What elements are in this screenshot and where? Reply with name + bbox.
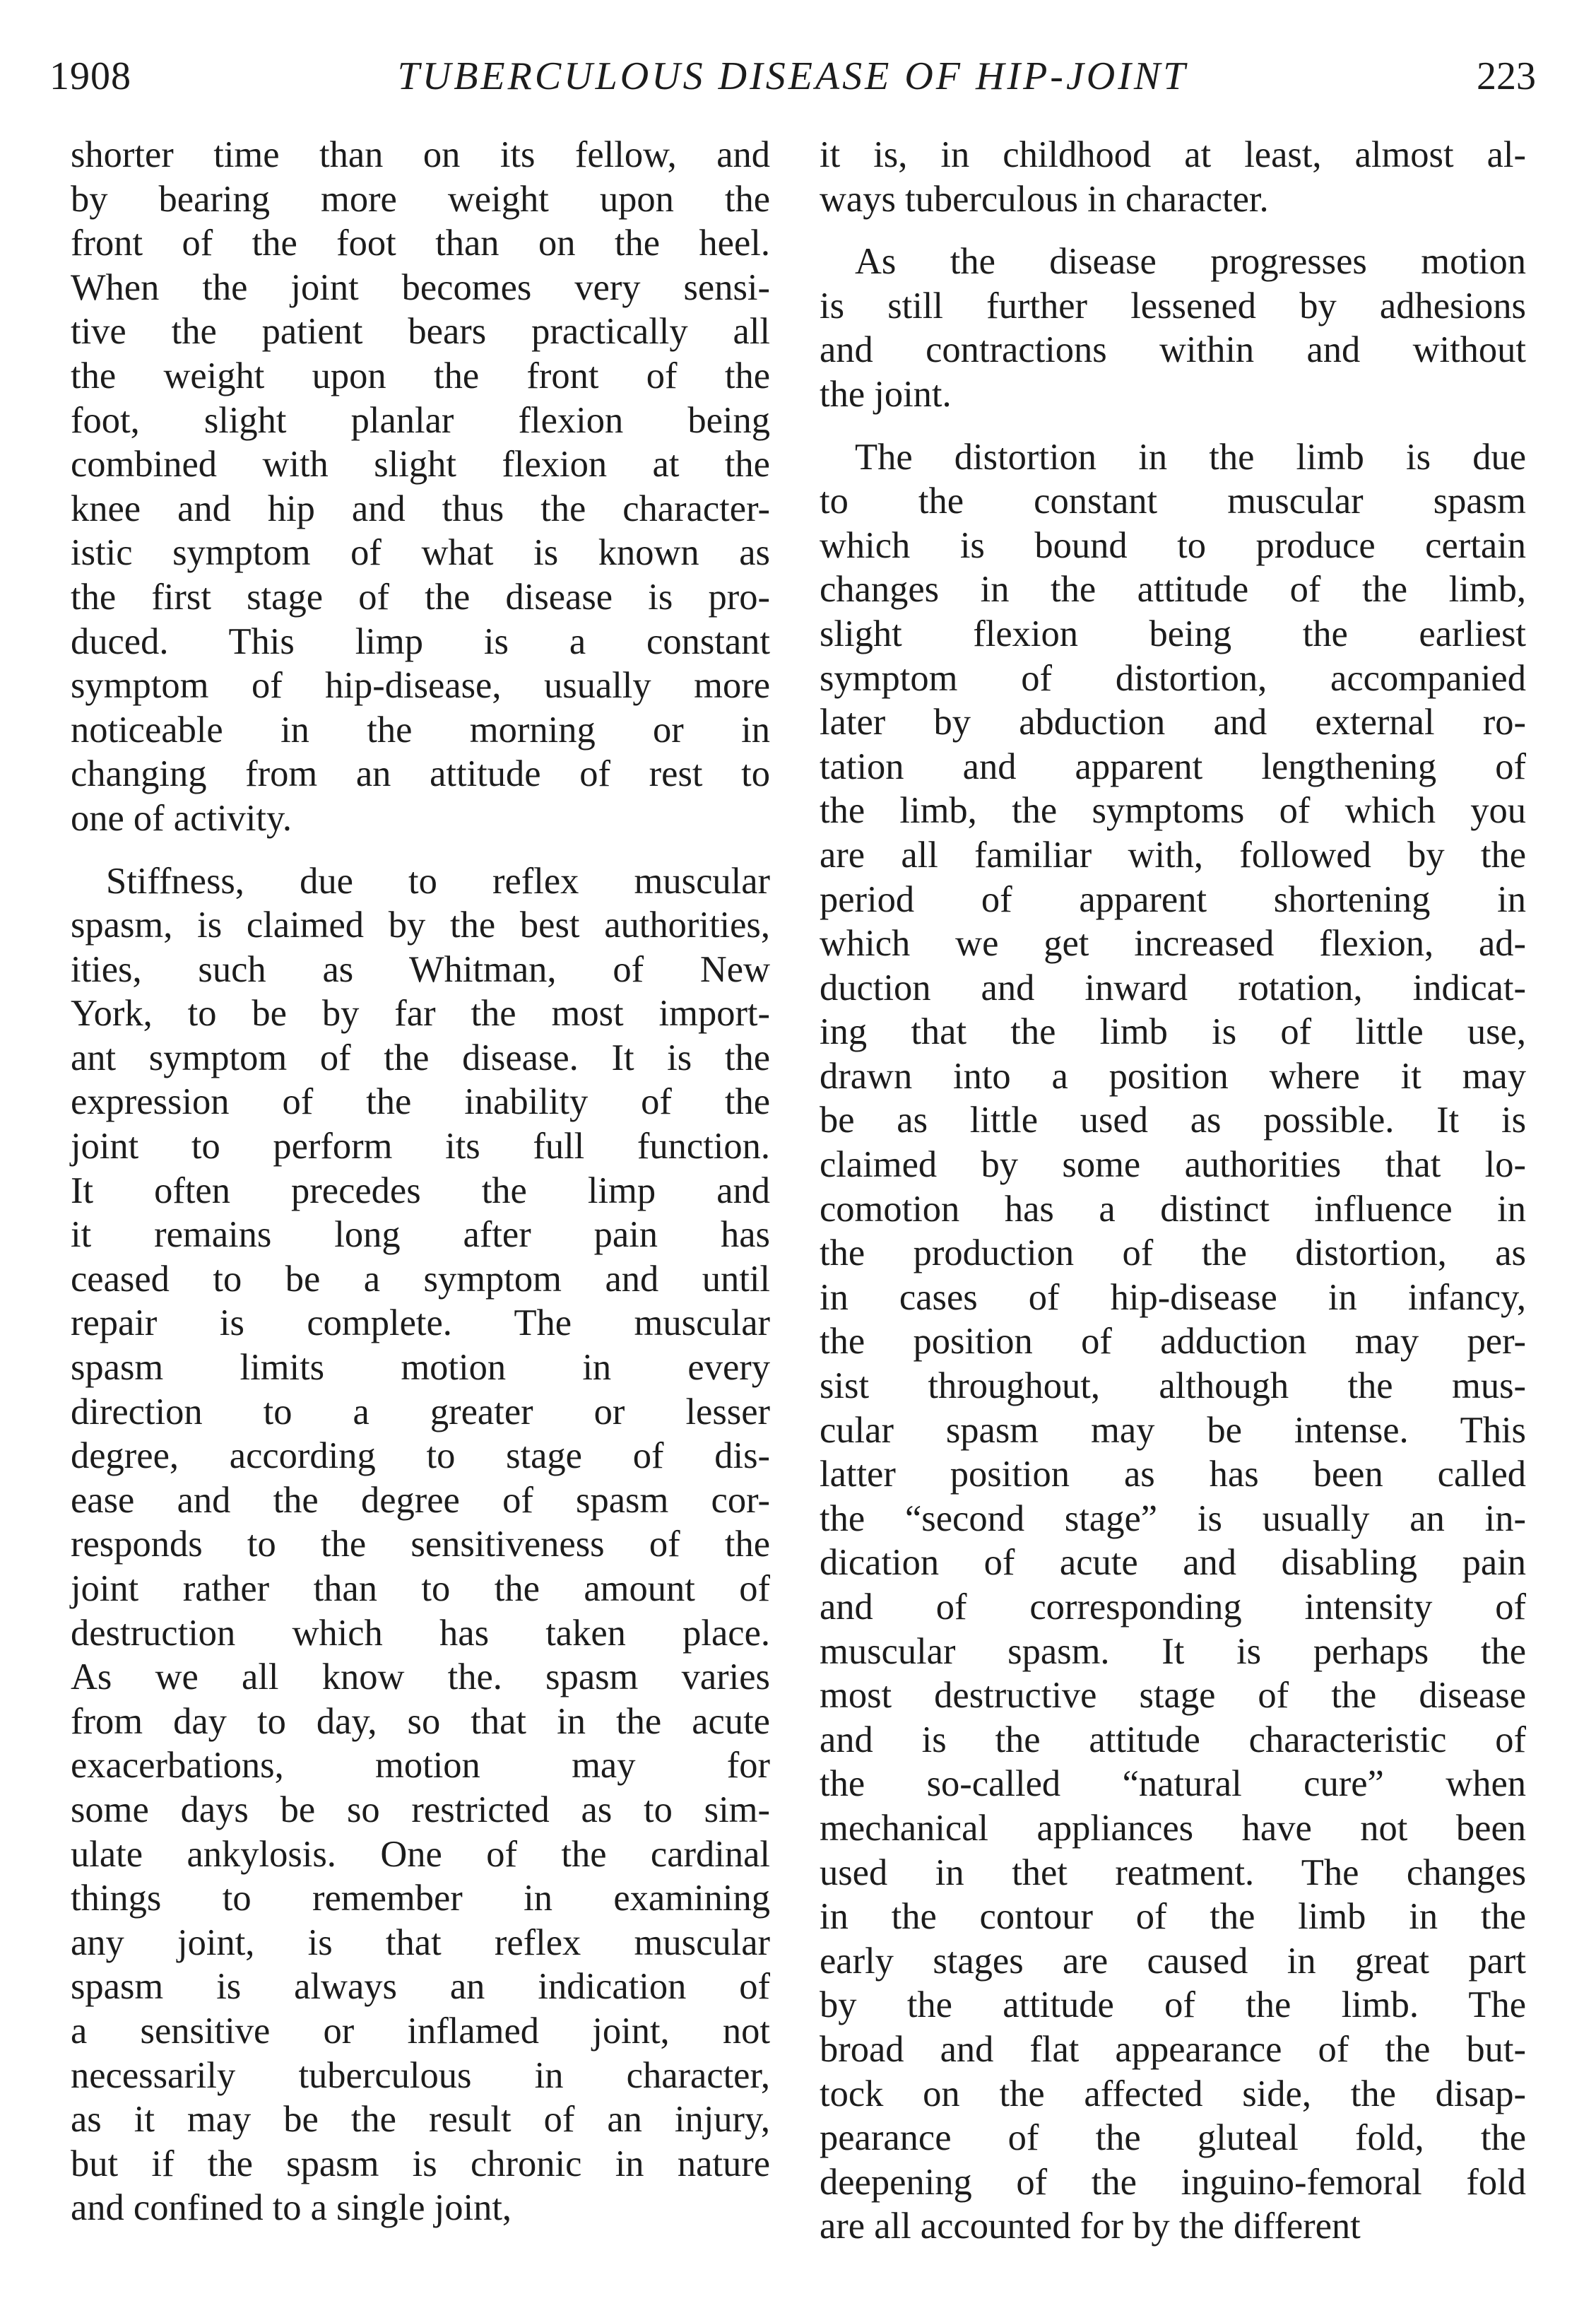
text-line: most destructive stage of the disease [820,1675,1526,1717]
text-line: destruction which has taken place. [71,1612,770,1654]
text-line: dication of acute and disabling pain [820,1542,1526,1584]
text-line: tive the patient bears practically all [71,311,770,353]
text-line: and is the attitude characteristic of [820,1719,1526,1760]
text-line: one of activity. [71,797,292,839]
text-line: When the joint becomes very sensi- [71,266,770,308]
text-line: drawn into a position where it may [820,1055,1526,1097]
text-line: ways tuberculous in character. [820,178,1269,220]
text-line: things to remember in examining [71,1878,770,1919]
text-line: symptom of hip-disease, usually more [71,665,770,707]
text-line: some days be so restricted as to sim- [71,1789,770,1830]
text-line: ant symptom of the disease. It is the [71,1037,770,1078]
text-line: which is bound to produce certain [820,524,1526,566]
text-line: claimed by some authorities that lo- [820,1144,1526,1186]
text-line: necessarily tuberculous in character, [71,2054,770,2096]
text-line: changes in the attitude of the limb, [820,569,1526,611]
text-line: knee and hip and thus the character- [71,488,770,529]
text-line: ease and the degree of spasm cor- [71,1479,770,1521]
paragraph [820,240,1526,416]
text-line: combined with slight flexion at the [71,444,770,485]
text-line: early stages are caused in great part [820,1940,1526,1982]
text-line: slight flexion being the earliest [820,613,1526,654]
text-line: but if the spasm is chronic in nature [71,2143,770,2184]
text-line: noticeable in the morning or in [71,709,770,751]
text-line: degree, according to stage of dis- [71,1435,770,1477]
text-line: the limb, the symptoms of which you [820,790,1526,832]
text-line: be as little used as possible. It is [820,1100,1526,1141]
text-line: tation and apparent lengthening of [820,746,1526,787]
text-line: As we all know the. spasm varies [71,1656,770,1698]
left-column [71,133,770,2230]
text-line: deepening of the inguino-femoral fold [820,2161,1526,2203]
text-line: istic symptom of what is known as [71,532,770,574]
text-line: ceased to be a symptom and until [71,1258,770,1300]
text-line: period of apparent shortening in [820,878,1526,920]
text-line: it is, in childhood at least, almost al- [820,134,1526,175]
text-line: responds to the sensitiveness of the [71,1524,770,1565]
text-line: comotion has a distinct influence in [820,1188,1526,1230]
text-line: later by abduction and external ro- [820,702,1526,743]
text-line: York, to be by far the most import- [71,993,770,1035]
text-line: is still further lessened by adhesions [820,285,1526,326]
text-line: tock on the affected side, the disap- [820,2073,1526,2114]
text-line: joint to perform its full function. [71,1126,770,1167]
running-head-year: 1908 [49,54,131,98]
text-line: by bearing more weight upon the [71,178,770,220]
text-line: it remains long after pain has [71,1214,770,1256]
paragraph [71,859,770,2230]
text-line: duction and inward rotation, indicat- [820,967,1526,1008]
text-line: ing that the limb is of little use, [820,1011,1526,1053]
text-line: expression of the inability of the [71,1081,770,1123]
text-line: It often precedes the limp and [71,1170,770,1211]
text-line: symptom of distortion, accompanied [820,657,1526,699]
text-line: ities, such as Whitman, of New [71,948,770,990]
text-line: latter position as has been called [820,1454,1526,1495]
text-line: exacerbations, motion may for [71,1745,770,1787]
text-line: muscular spasm. It is perhaps the [820,1630,1526,1672]
text-line: mechanical appliances have not been [820,1807,1526,1849]
text-line: are all familiar with, followed by the [820,834,1526,876]
text-line: the “second stage” is usually an in- [820,1497,1526,1539]
text-line: direction to a greater or lesser [71,1391,770,1432]
text-line: spasm limits motion in every [71,1347,770,1389]
text-line: broad and flat appearance of the but- [820,2028,1526,2070]
text-line: changing from an attitude of rest to [71,753,770,795]
text-line: the position of adduction may per- [820,1321,1526,1363]
text-line: As the disease progresses motion [855,241,1526,283]
text-line: the so-called “natural cure” when [820,1763,1526,1805]
text-line: and confined to a single joint, [71,2187,512,2229]
running-head-title: TUBERCULOUS DISEASE OF HIP-JOINT [397,54,1188,98]
text-line: front of the foot than on the heel. [71,223,770,264]
text-line: the weight upon the front of the [71,355,770,396]
text-line: by the attitude of the limb. The [820,1984,1526,2026]
text-line: sist throughout, although the mus- [820,1365,1526,1407]
text-line: a sensitive or inflamed joint, not [71,2010,770,2052]
text-line: and contractions within and without [820,329,1526,371]
text-line: any joint, is that reflex muscular [71,1921,770,1963]
text-line: to the constant muscular spasm [820,481,1526,522]
text-line: and of corresponding intensity of [820,1587,1526,1628]
text-line: are all accounted for by the different [820,2206,1361,2247]
paragraph [71,133,770,841]
text-line: the first stage of the disease is pro- [71,576,770,618]
text-line: repair is complete. The muscular [71,1302,770,1344]
text-line: from day to day, so that in the acute [71,1700,770,1742]
text-line: foot, slight planlar flexion being [71,399,770,441]
text-line: joint rather than to the amount of [71,1568,770,1609]
text-line: spasm, is claimed by the best authorities, [71,905,770,946]
text-line: in the contour of the limb in the [820,1896,1526,1938]
text-line: cular spasm may be intense. This [820,1409,1526,1451]
right-column [820,133,1526,2249]
text-line: as it may be the result of an injury, [71,2099,770,2141]
paragraph [820,435,1526,2249]
running-head [49,48,1536,105]
page-number: 223 [1477,54,1536,98]
text-line: the production of the distortion, as [820,1232,1526,1274]
text-line: in cases of hip-disease in infancy, [820,1276,1526,1318]
text-line: The distortion in the limb is due [855,436,1526,478]
text-line: the joint. [820,373,952,415]
text-line: ulate ankylosis. One of the cardinal [71,1833,770,1875]
text-line: spasm is always an indication of [71,1966,770,2008]
paragraph [820,133,1526,221]
text-line: pearance of the gluteal fold, the [820,2117,1526,2159]
text-line: which we get increased flexion, ad- [820,923,1526,965]
text-line: used in thet reatment. The changes [820,1852,1526,1893]
text-line: Stiffness, due to reflex muscular [106,860,770,902]
text-line: shorter time than on its fellow, and [71,134,770,175]
text-line: duced. This limp is a constant [71,620,770,662]
